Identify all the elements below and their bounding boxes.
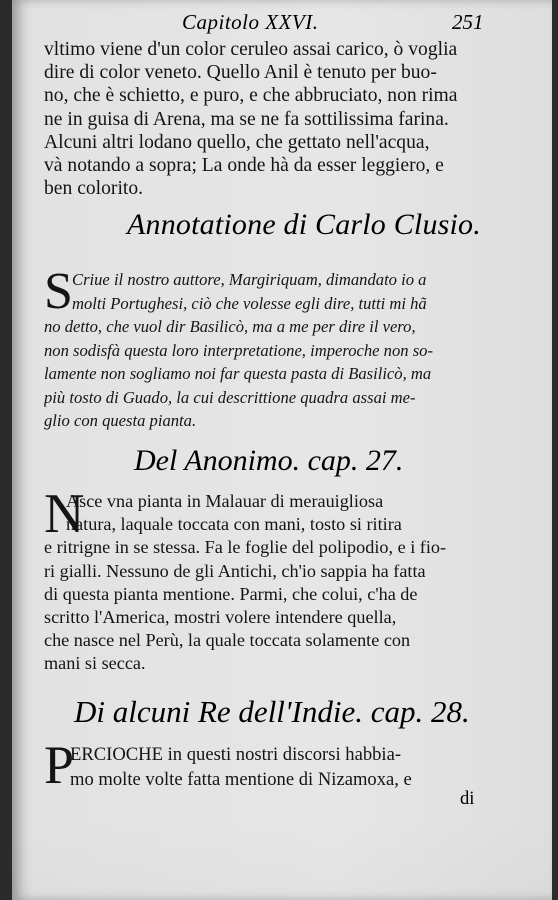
text-line: ri gialli. Nessuno de gli Antichi, ch'io sappia ha fatta <box>44 560 426 581</box>
drop-cap: S <box>44 263 73 320</box>
text-line: vltimo viene d'un color ceruleo assai carico, ò voglia <box>44 39 458 60</box>
text-line: ben colorito. <box>44 178 144 200</box>
text-line: ne in guisa di Arena, ma se ne fa sottilissima farina. <box>44 108 449 130</box>
text-line: molti Portughesi, ciò che volesse egli dire, tutti mi hã <box>72 293 427 313</box>
book-page <box>12 0 552 900</box>
text-line: ERCIOCHE in questi nostri discorsi habbia- <box>70 744 402 765</box>
drop-cap: N <box>44 483 85 545</box>
text-line: dire di color veneto. Quello Anil è tenuto per buo- <box>44 62 437 84</box>
text-line: natura, laquale toccata con mani, tosto si ritira <box>66 514 402 535</box>
text-line: no, che è schietto, e puro, e che abbruciato, non rima <box>44 85 458 107</box>
text-line: Alcuni altri lodano quello, che gettato nell'acqua, <box>44 131 430 153</box>
page-header <box>12 4 552 40</box>
paragraph-clusio <box>44 263 512 433</box>
text-line: di questa pianta mentione. Parmi, che colui, c'ha de <box>44 583 418 604</box>
text-line: Criue il nostro auttore, Margiriquam, dimandato io a <box>72 270 427 289</box>
text-line: che nasce nel Perù, la quale toccata solamente con <box>44 630 411 651</box>
text-line: scritto l'America, mostri volere intendere quella, <box>44 607 397 628</box>
text-line: mani si secca. <box>44 653 146 674</box>
page-number: 251 <box>452 10 484 34</box>
section-heading-anonimo: Del Anonimo. cap. 27. <box>134 444 404 477</box>
catchword: di <box>460 788 475 809</box>
text-line: mo molte volte fatta mentione di Nizamoxa, e <box>70 769 412 790</box>
paragraph-re-indie <box>44 735 512 795</box>
drop-cap: P <box>44 735 75 795</box>
text-line: và notando a sopra; La onde hà da esser leggiero, e <box>44 155 444 177</box>
text-line: glio con questa pianta. <box>44 411 197 430</box>
text-line: e ritrigne in se stessa. Fa le foglie del polipodio, e i fio- <box>44 537 447 558</box>
text-line: lamente non sogliamo noi far questa pasta di Basilicò, ma <box>44 364 432 383</box>
section-heading-re-indie: Di alcuni Re dell'Indie. cap. 28. <box>74 694 470 729</box>
page-margin-bottom <box>12 820 552 900</box>
text-line: no detto, che vuol dir Basilicò, ma a me per dire il vero, <box>44 317 416 336</box>
running-head: Capitolo XXVI. <box>182 10 319 34</box>
text-line: più tosto di Guado, la cui descrittione quadra assai me- <box>44 387 416 407</box>
text-line: Asce vna pianta in Malauar di merauigliosa <box>66 491 384 511</box>
section-heading-annotatione: Annotatione di Carlo Clusio. <box>127 208 481 241</box>
paragraph-anil <box>44 38 512 200</box>
text-line: non sodisfà questa loro interpretatione, imperoche non so- <box>44 340 433 360</box>
paragraph-anonimo <box>44 483 512 676</box>
